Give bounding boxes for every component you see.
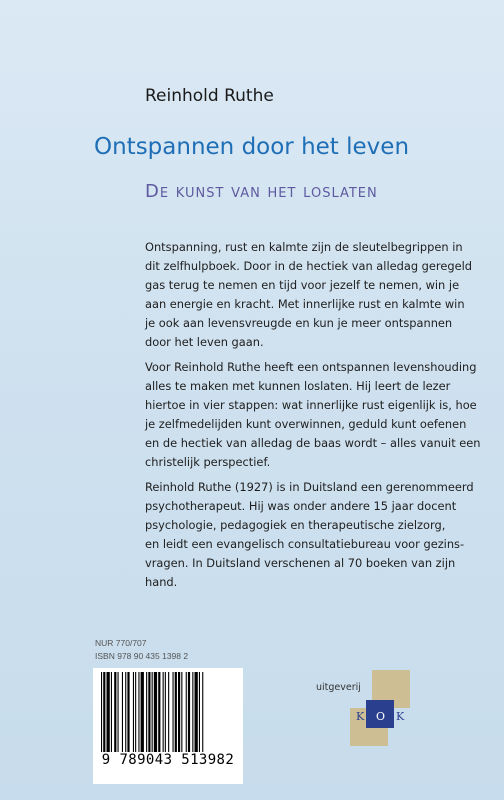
book-title: Ontspannen door het leven <box>94 134 410 160</box>
barcode-bar <box>101 672 102 752</box>
text-line: psychotherapeut. Hij was onder andere 15 jaar docent <box>145 499 457 513</box>
text-line: je zelfmedelijden kunt overwinnen, geduld kunt oefenen <box>145 417 467 431</box>
text-line: psychologie, pedagogiek en therapeutische zielzorg, <box>145 518 446 532</box>
text-line: Reinhold Ruthe (1927) is in Duitsland een gerenommeerd <box>145 480 474 494</box>
barcode-bar <box>202 672 203 752</box>
text-line: Voor Reinhold Ruthe heeft een ontspannen levenshouding <box>145 360 477 374</box>
barcode-bar <box>181 672 182 752</box>
barcode-bar <box>165 672 166 752</box>
isbn-number: ISBN 978 90 435 1398 2 <box>95 651 189 661</box>
barcode-bar <box>158 672 160 752</box>
book-subtitle: De kunst van het loslaten <box>145 181 378 202</box>
barcode-digits: 9 789043 513982 <box>101 752 235 768</box>
barcode-bar <box>127 672 129 752</box>
text-line: Ontspanning, rust en kalmte zijn de sleutelbegrippen in <box>145 240 463 254</box>
barcode-bar <box>122 672 123 752</box>
barcode-bar <box>138 672 139 752</box>
blurb-paragraph-2 <box>145 358 485 472</box>
barcode-bar <box>195 672 198 752</box>
text-line: hiertoe in vier stappen: wat innerlijke rust eigenlijk is, hoe <box>145 398 477 412</box>
barcode-bar <box>111 672 112 752</box>
barcode-bar <box>154 672 157 752</box>
text-line: hand. <box>145 575 178 589</box>
barcode <box>93 668 243 784</box>
nur-code: NUR 770/707 <box>95 638 147 648</box>
text-line: aan energie en kracht. Met innerlijke rust en kalmte win <box>145 297 465 311</box>
barcode-bar <box>173 672 174 752</box>
barcode-bar <box>178 672 180 752</box>
barcode-bar <box>146 672 147 752</box>
barcode-bar <box>125 672 126 752</box>
barcode-bar <box>133 672 134 752</box>
logo-letter-2: O <box>376 710 386 723</box>
barcode-bar <box>192 672 193 752</box>
text-line: je ook aan levensvreugde en kun je meer ontspannen <box>145 316 453 330</box>
barcode-bar <box>107 672 110 752</box>
barcode-bar <box>152 672 153 752</box>
blurb-paragraph-1 <box>145 238 485 352</box>
book-metadata <box>95 637 188 663</box>
barcode-bar <box>199 672 200 752</box>
barcode-bar <box>148 672 150 752</box>
text-line: en de hectiek van alledag de baas wordt – alles vanuit een <box>145 436 481 450</box>
barcode-bar <box>103 672 105 752</box>
publisher-logo <box>350 670 410 746</box>
text-line: alles te maken met kunnen loslaten. Hij leert de lezer <box>145 379 451 393</box>
barcode-bar <box>141 672 144 752</box>
barcode-bar <box>118 672 119 752</box>
text-line: en leidt een evangelisch consultatiebureau voor gezins- <box>145 537 465 551</box>
publisher-label: uitgeverij <box>316 682 361 693</box>
barcode-bar <box>114 672 116 752</box>
barcode-bar <box>188 672 190 752</box>
author-bio-paragraph <box>145 478 485 592</box>
barcode-bar <box>168 672 169 752</box>
logo-letter-1: K <box>356 710 365 723</box>
barcode-bars <box>97 672 239 752</box>
text-line: christelijk perspectief. <box>145 455 271 469</box>
barcode-bar <box>163 672 164 752</box>
author-name: Reinhold Ruthe <box>145 86 274 106</box>
barcode-bar <box>135 672 136 752</box>
text-line: gas terug te nemen en tijd voor jezelf te nemen, win je <box>145 278 460 292</box>
logo-letter-3: K <box>396 710 405 723</box>
text-line: vragen. In Duitsland verschenen al 70 boeken van zijn <box>145 556 456 570</box>
text-line: door het leven gaan. <box>145 335 264 349</box>
text-line: dit zelfhulpboek. Door in de hectiek van alledag geregeld <box>145 259 472 273</box>
barcode-bar <box>186 672 187 752</box>
barcode-bar <box>175 672 177 752</box>
